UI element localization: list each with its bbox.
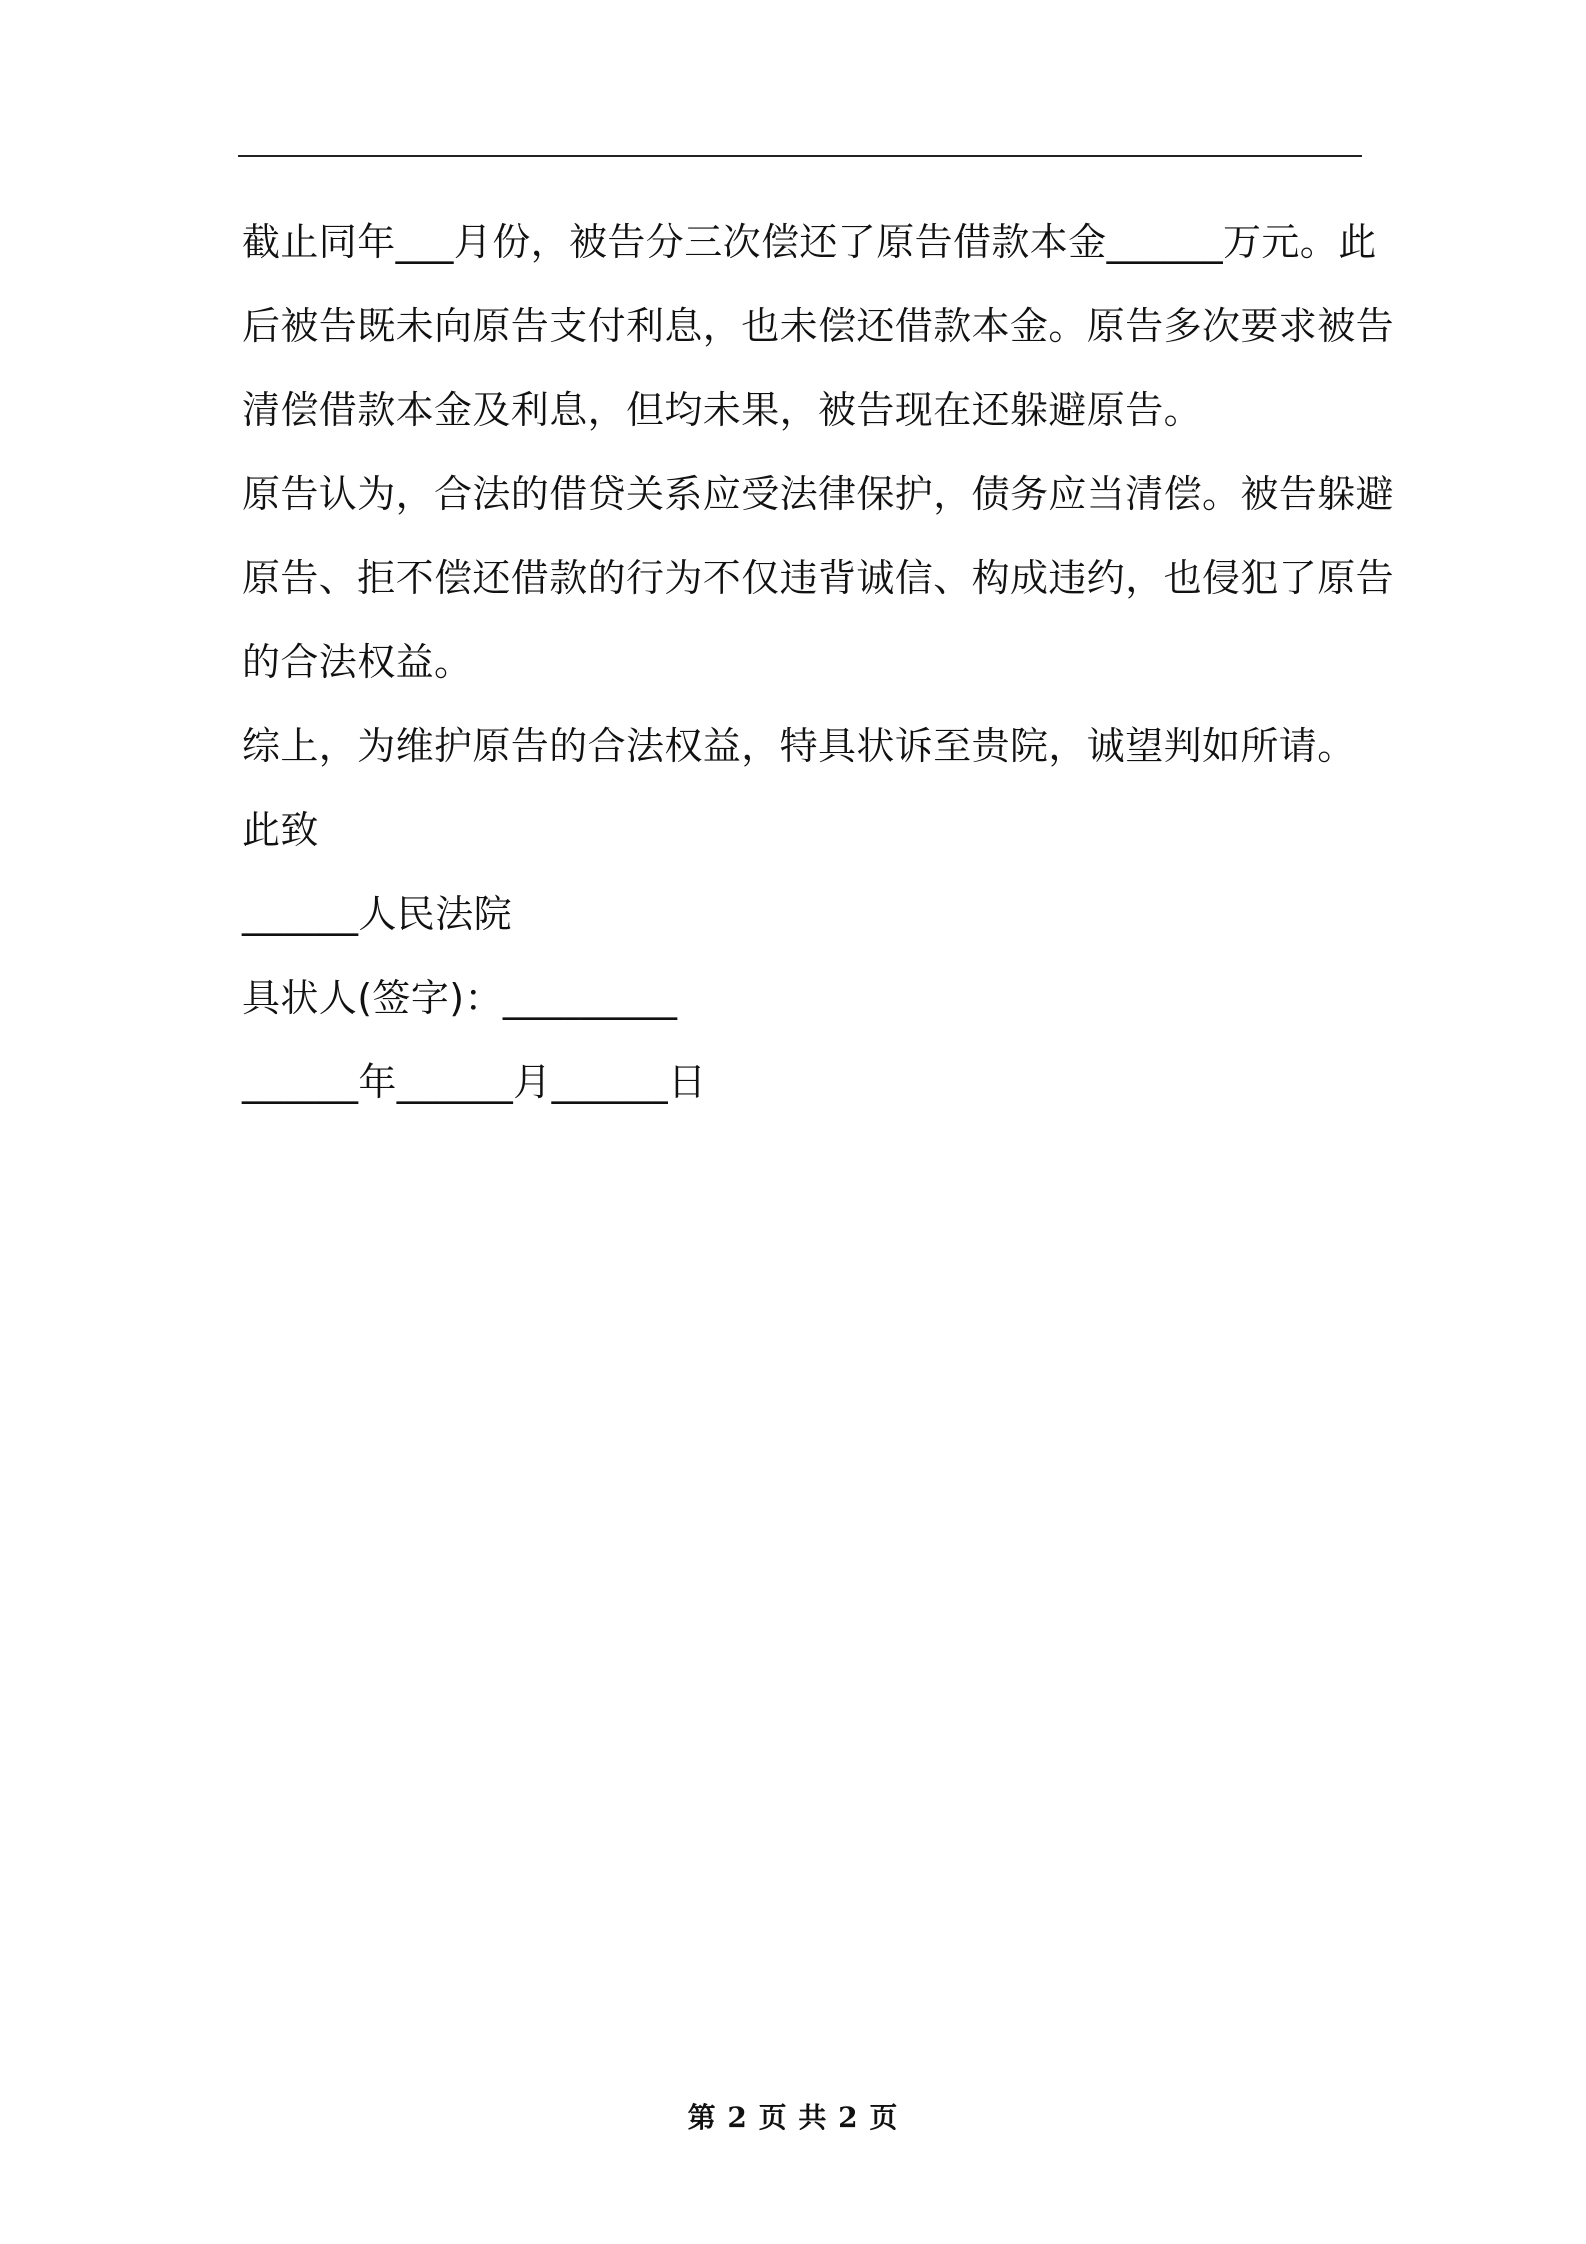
court-name-field: ______人民法院	[242, 892, 513, 936]
signature-field: 具状人(签字)：_________	[242, 976, 678, 1020]
body-line: 清偿借款本金及利息，但均未果，被告现在还躲避原告。	[242, 388, 1203, 432]
body-line: 综上，为维护原告的合法权益，特具状诉至贵院，诚望判如所请。	[242, 724, 1356, 768]
body-line: 原告、拒不偿还借款的行为不仅违背诚信、构成违约，也侵犯了原告	[242, 556, 1395, 600]
page-number: 第 2 页 共 2 页	[687, 2101, 899, 2134]
document-body	[242, 200, 1395, 1124]
body-line: 原告认为，合法的借贷关系应受法律保护，债务应当清偿。被告躲避	[242, 472, 1395, 516]
date-field: ______年______月______日	[242, 1060, 707, 1104]
salutation: 此致	[242, 808, 319, 852]
body-line: 的合法权益。	[242, 640, 473, 684]
body-line: 截止同年___月份，被告分三次偿还了原告借款本金______万元。此	[242, 220, 1377, 264]
header-divider	[238, 155, 1362, 157]
body-line: 后被告既未向原告支付利息，也未偿还借款本金。原告多次要求被告	[242, 304, 1395, 348]
